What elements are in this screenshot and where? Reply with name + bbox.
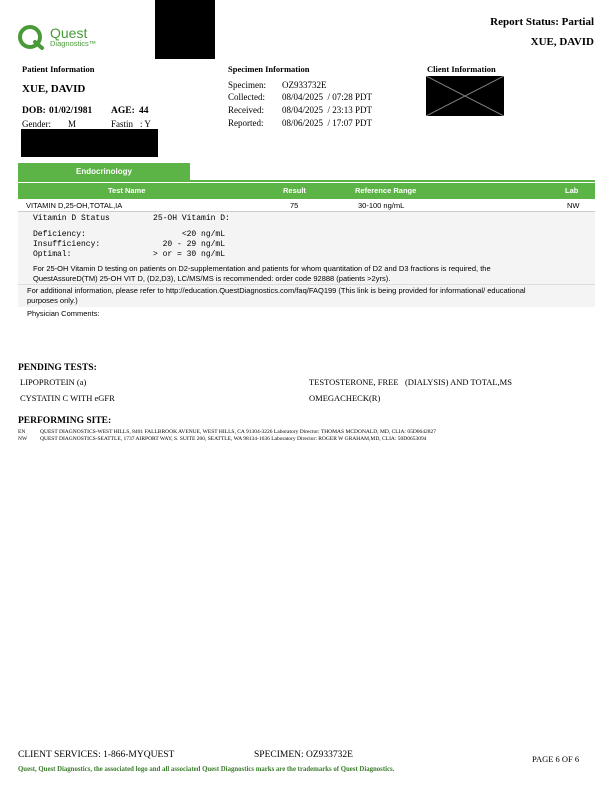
- patient-info-heading: Patient Information: [22, 64, 95, 74]
- collected-value: 08/04/2025 / 07:28 PDT: [282, 92, 373, 102]
- footer-page-number: PAGE 6 OF 6: [532, 754, 580, 764]
- received-label: Received:: [228, 105, 264, 115]
- age-label: AGE:: [111, 106, 135, 116]
- pending-tests-heading: PENDING TESTS:: [18, 363, 97, 373]
- vitd-deficiency-line: Deficiency: <20 ng/mL: [33, 230, 226, 239]
- footer-specimen: SPECIMEN: OZ933732E: [254, 750, 353, 760]
- note-line-4: purposes only.): [27, 296, 78, 305]
- client-info-redacted-placeholder: [426, 76, 504, 116]
- note-line-1: For 25-OH Vitamin D testing on patients on D2-supplementation and patients for whom quantitation of D2 and D3 fractions is required, the: [33, 264, 491, 273]
- redacted-block-top: [155, 0, 215, 59]
- age-value: 44: [139, 106, 149, 116]
- header-result: Result: [283, 186, 306, 195]
- section-divider: [18, 180, 595, 182]
- footer-client-services: CLIENT SERVICES: 1-866-MYQUEST: [18, 750, 175, 760]
- specimen-info-heading: Specimen Information: [228, 64, 310, 74]
- note-line-3: For additional information, please refer to http://education.QuestDiagnostics.com/faq/FAQ199 (This link is being provided for informational/ educational: [27, 286, 526, 295]
- pending-test-item: CYSTATIN C WITH eGFR: [20, 393, 115, 403]
- logo-wordmark: Quest: [50, 25, 88, 41]
- section-tab-endocrinology: Endocrinology: [18, 163, 190, 180]
- dob-value: 01/02/1981: [49, 106, 93, 116]
- pending-test-item: OMEGACHECK(R): [309, 393, 381, 403]
- row-reference-range: 30-100 ng/mL: [358, 201, 405, 210]
- header-lab: Lab: [565, 186, 579, 195]
- vitd-optimal-line: Optimal: > or = 30 ng/mL: [33, 250, 226, 259]
- gender-value: M: [68, 119, 77, 129]
- results-table-header: [18, 183, 595, 199]
- dob-label: DOB:: [22, 106, 46, 116]
- footer-trademark: Quest, Quest Diagnostics, the associated logo and all associated Quest Diagnostics marks are the trademarks of Quest Diagnostics.: [18, 766, 395, 773]
- patient-name: XUE, DAVID: [22, 83, 86, 95]
- quest-logo-icon: [17, 24, 47, 50]
- redacted-patient-id: [21, 129, 158, 157]
- row-lab: NW: [567, 201, 580, 210]
- row-test-name: VITAMIN D,25-OH,TOTAL,IA: [26, 201, 123, 210]
- header-test-name: Test Name: [108, 186, 146, 195]
- physician-comments-label: Physician Comments:: [27, 309, 100, 318]
- note-line-2: QuestAssureD(TM) 25-OH VIT D, (D2,D3), LC/MS/MS is recommended: order code 92888 (patients >2yrs).: [33, 274, 391, 283]
- client-info-heading: Client Information: [427, 64, 496, 74]
- reported-label: Reported:: [228, 118, 264, 128]
- vitd-status-line: Vitamin D Status 25-OH Vitamin D:: [33, 214, 230, 223]
- table-row: [18, 200, 595, 212]
- collected-label: Collected:: [228, 92, 265, 102]
- comment-divider: [18, 284, 595, 285]
- pending-test-item: TESTOSTERONE, FREE (DIALYSIS) AND TOTAL,MS: [309, 377, 512, 387]
- performing-site-text: QUEST DIAGNOSTICS-WEST HILLS, 8401 FALLBROOK AVENUE, WEST HILLS, CA 91304-3226 Laboratory Director: THOMAS MCDONALD, MD, CLIA: 05D0642827: [40, 429, 437, 435]
- gender-label: Gender:: [22, 119, 51, 129]
- reported-value: 08/06/2025 / 17:07 PDT: [282, 118, 373, 128]
- fasting-value: : Y: [140, 119, 151, 129]
- logo-wordmark-sub: Diagnostics™: [50, 39, 97, 48]
- row-result: 75: [290, 201, 299, 210]
- fasting-label: Fastin: [111, 119, 134, 129]
- vitd-insufficiency-line: Insufficiency: 20 - 29 ng/mL: [33, 240, 226, 249]
- performing-site-code: NW: [18, 436, 28, 442]
- performing-site-code: EN: [18, 429, 26, 435]
- report-status: Report Status: Partial: [490, 16, 594, 28]
- specimen-label: Specimen:: [228, 80, 266, 90]
- performing-site-heading: PERFORMING SITE:: [18, 416, 112, 426]
- performing-site-text: QUEST DIAGNOSTICS-SEATTLE, 1737 AIRPORT WAY, S. SUITE 200, SEATTLE, WA 98134-1636 Laboratory Director: ROGER W GRAHAM,MD, CLIA: 50D0653094: [40, 436, 427, 442]
- patient-name-header: XUE, DAVID: [530, 36, 594, 48]
- header-reference-range: Reference Range: [355, 186, 417, 195]
- received-value: 08/04/2025 / 23:13 PDT: [282, 105, 373, 115]
- specimen-value: OZ933732E: [282, 80, 327, 90]
- pending-test-item: LIPOPROTEIN (a): [20, 377, 87, 387]
